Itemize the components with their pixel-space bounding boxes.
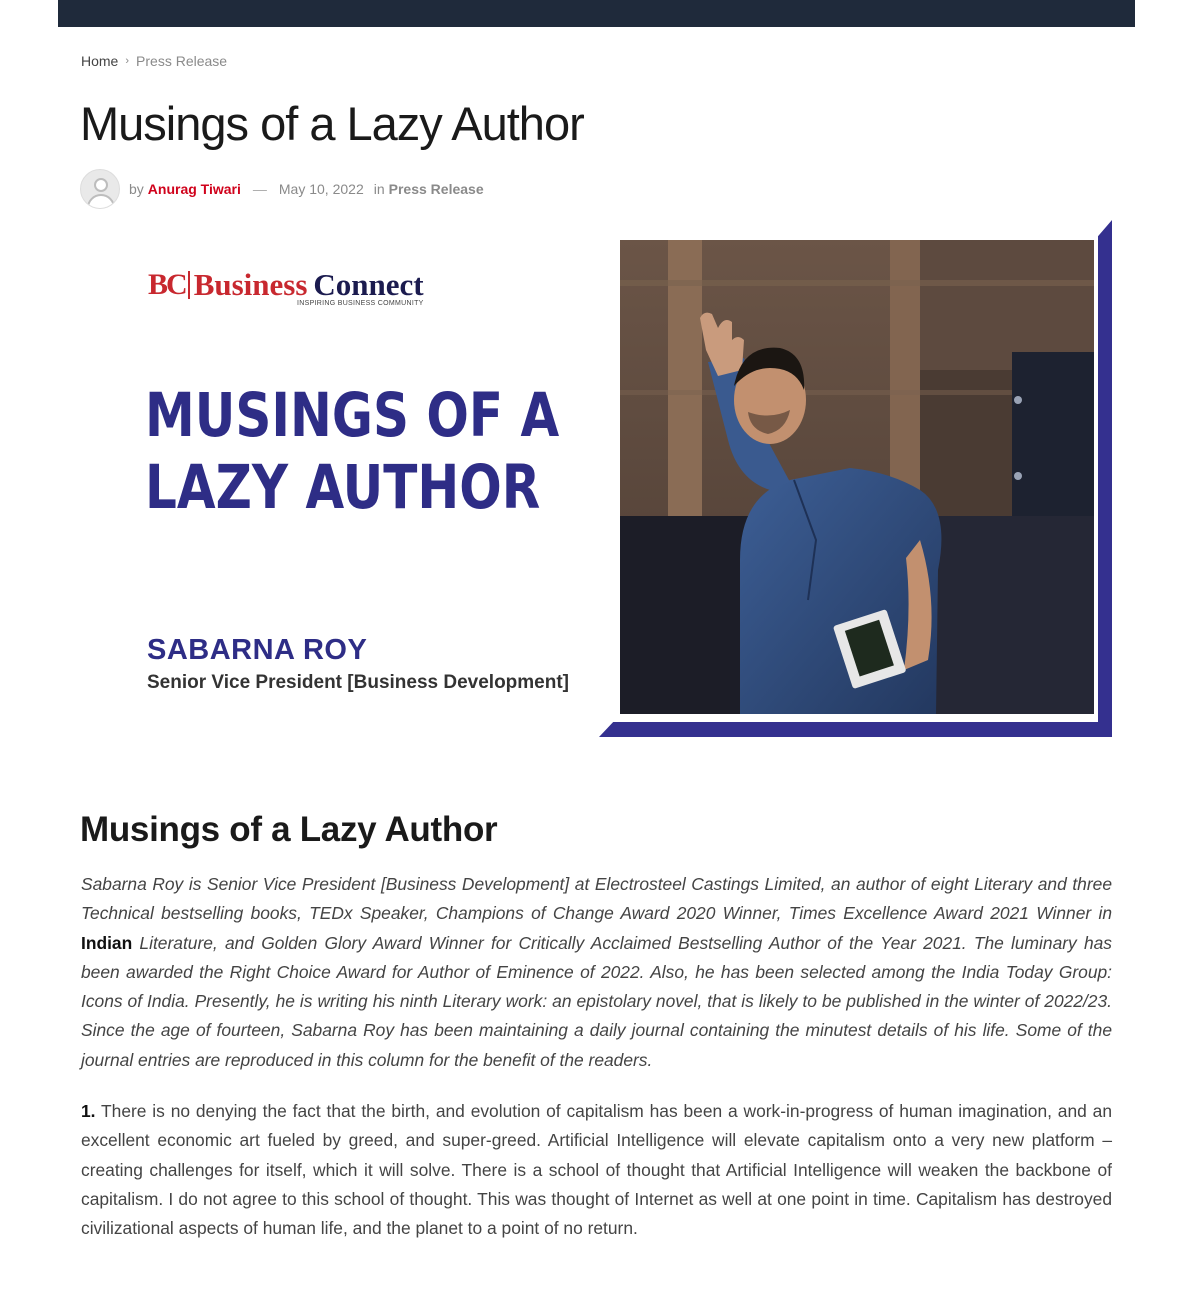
business-connect-logo	[148, 268, 424, 307]
section-heading: Musings of a Lazy Author	[80, 810, 498, 849]
hero-title	[145, 380, 559, 524]
post-date: May 10, 2022	[278, 181, 364, 197]
intro-text-part-2: Literature, and Golden Glory Award Winner for Critically Acclaimed Bestselling Author of the Year 2021. The luminary has been awarded the Right Choice Award for Author of Eminence of 2022. Also, he has been selected among the India Today Group: Icons of India. Presently, he is writing his ninth Literary work: an epistolary novel, that is likely to be published in the winter of 2022/23. Since the age of fourteen, Sabarna Roy has been maintaining a daily journal containing the minutest details of his life. Some of the journal entries are reproduced in this column for the benefit of the readers.	[81, 932, 1112, 1070]
brand-divider	[188, 271, 190, 299]
hero-author-name: SABARNA ROY	[147, 634, 368, 666]
breadcrumb-current: Press Release	[136, 53, 228, 69]
point-1-number: 1.	[81, 1101, 96, 1121]
hero-title-line-2: LAZY AUTHOR	[145, 452, 541, 523]
brand-mark: BC	[148, 268, 186, 301]
meta-in-label: in	[373, 181, 385, 197]
author-photo	[620, 240, 1094, 714]
brand-words	[194, 268, 424, 307]
brand-word-connect: Connect	[313, 267, 424, 302]
top-navigation-bar	[58, 0, 1135, 27]
hero-author-role: Senior Vice President [Business Development]	[147, 672, 570, 693]
chevron-right-icon: ›	[125, 55, 130, 67]
author-link[interactable]: Anurag Tiwari	[147, 181, 241, 197]
page-title: Musings of a Lazy Author	[80, 97, 584, 150]
brand-word-business: Business	[193, 267, 308, 302]
breadcrumb-home-link[interactable]: Home	[81, 53, 119, 69]
brand-tagline: INSPIRING BUSINESS COMMUNITY	[297, 300, 424, 307]
author-avatar[interactable]	[80, 169, 120, 209]
intro-text-part-1: Sabarna Roy is Senior Vice President [Business Development] at Electrosteel Castings Limited, an author of eight Literary and three Technical bestselling books, TEDx Speaker, Champions of Change Award 2020 Winner, Times Excellence Award 2021 Winner in	[81, 874, 1112, 924]
hero-title-line-1: MUSINGS OF A	[145, 380, 560, 451]
author-photo-illustration	[620, 240, 1094, 714]
post-meta	[80, 170, 484, 208]
breadcrumb	[81, 53, 227, 69]
intro-paragraph	[81, 870, 1112, 1075]
point-1-paragraph	[81, 1097, 1112, 1243]
intro-bold-word: Indian	[81, 932, 133, 953]
avatar-body-shape	[87, 194, 115, 209]
featured-image	[81, 220, 1112, 737]
meta-separator: —	[252, 181, 267, 197]
point-1-text: There is no denying the fact that the birth, and evolution of capitalism has been a work-in-progress of human imagination, and an excellent economic art fueled by greed, and super-greed. Artificial Intelligence will elevate capitalism onto a very new platform – creating challenges for itself, which it will solve. There is a school of thought that Artificial Intelligence will weaken the backbone of capitalism. I do not agree to this school of thought. This was thought of Internet as well at one point in time. Capitalism has destroyed civilizational aspects of human life, and the planet to a point of no return.	[81, 1101, 1112, 1239]
avatar-head-shape	[94, 178, 108, 192]
brand-name	[194, 268, 424, 302]
meta-by-label: by	[129, 181, 144, 197]
category-link[interactable]: Press Release	[388, 181, 484, 197]
